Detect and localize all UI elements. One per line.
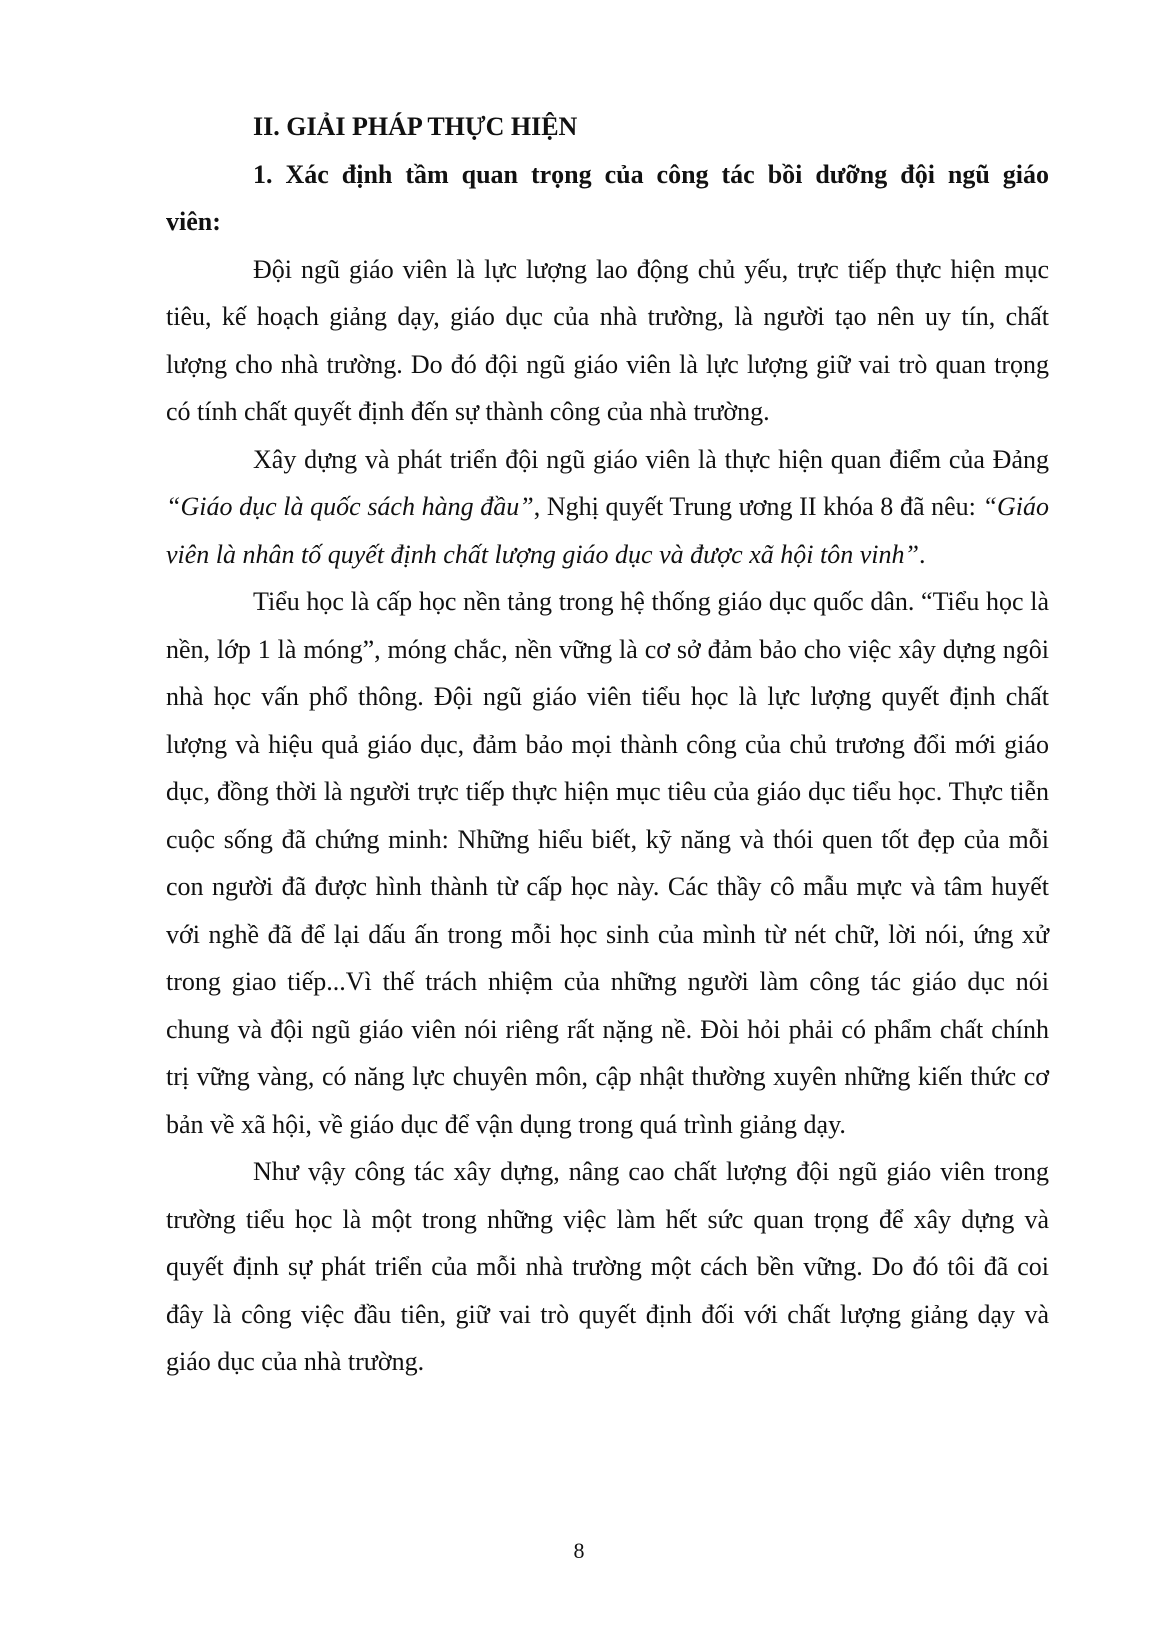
paragraph-teachers-role: Đội ngũ giáo viên là lực lượng lao động chủ yếu, trực tiếp thực hiện mục tiêu, kế hoạch giảng dạy, giáo dục của nhà trường, là người tạo nên uy tín, chất lượng cho nhà trường. Do đó đội ngũ giáo viên là lực lượng giữ vai trò quan trọng có tính chất quyết định đến sự thành công của nhà trường. — [166, 254, 1049, 426]
page-number: 8 — [573, 1538, 585, 1563]
section-title: II. GIẢI PHÁP THỰC HIỆN — [253, 112, 578, 141]
quote-education-priority: “Giáo dục là quốc sách hàng đầu” — [166, 492, 534, 521]
paragraph-primary-education: Tiểu học là cấp học nền tảng trong hệ thống giáo dục quốc dân. “Tiểu học là nền, lớp 1 là móng”, móng chắc, nền vững là cơ sở đảm bảo cho việc xây dựng ngôi nhà học vấn phổ thông. Đội ngũ giáo viên tiểu học là lực lượng quyết định chất lượng và hiệu quả giáo dục, đảm bảo mọi thành công của chủ trương đổi mới giáo dục, đồng thời là người trực tiếp thực hiện mục tiêu của giáo dục tiểu học. Thực tiễn cuộc sống đã chứng minh: Những hiểu biết, kỹ năng và thói quen tốt đẹp của mỗi con người đã được hình thành từ cấp học này. Các thầy cô mẫu mực và tâm huyết với nghề đã để lại dấu ấn trong mỗi học sinh của mình từ nét chữ, lời nói, ứng xử trong giao tiếp...Vì thế trách nhiệm của những người làm công tác giáo dục nói chung và đội ngũ giáo viên nói riêng rất nặng nề. Đòi hỏi phải có phẩm chất chính trị vững vàng, có năng lực chuyên môn, cập nhật thường xuyên những kiến thức cơ bản về xã hội, về giáo dục để vận dụng trong quá trình giảng dạy. — [166, 587, 1049, 1139]
page-content — [166, 103, 1049, 1386]
quote-teacher-decisive: “Giáo viên là nhân tố quyết định chất lượng giáo dục và được xã hội tôn vinh” — [166, 492, 1049, 569]
paragraph-conclusion: Như vậy công tác xây dựng, nâng cao chất lượng đội ngũ giáo viên trong trường tiểu học là một trong những việc làm hết sức quan trọng để xây dựng và quyết định sự phát triển của mỗi nhà trường một cách bền vững. Do đó tôi đã coi đây là công việc đầu tiên, giữ vai trò quyết định đối với chất lượng giảng dạy và giáo dục của nhà trường. — [166, 1157, 1049, 1376]
paragraph-party-view — [166, 436, 1049, 579]
paragraph-party-view-text-1: Xây dựng và phát triển đội ngũ giáo viên là thực hiện quan điểm của Đảng — [253, 444, 1049, 474]
subheading: 1. Xác định tầm quan trọng của công tác bồi dưỡng đội ngũ giáo viên: — [166, 159, 1049, 236]
paragraph-party-view-text-2: , Nghị quyết Trung ương II khóa 8 đã nêu: — [533, 492, 983, 521]
paragraph-party-view-text-3: . — [918, 539, 926, 569]
